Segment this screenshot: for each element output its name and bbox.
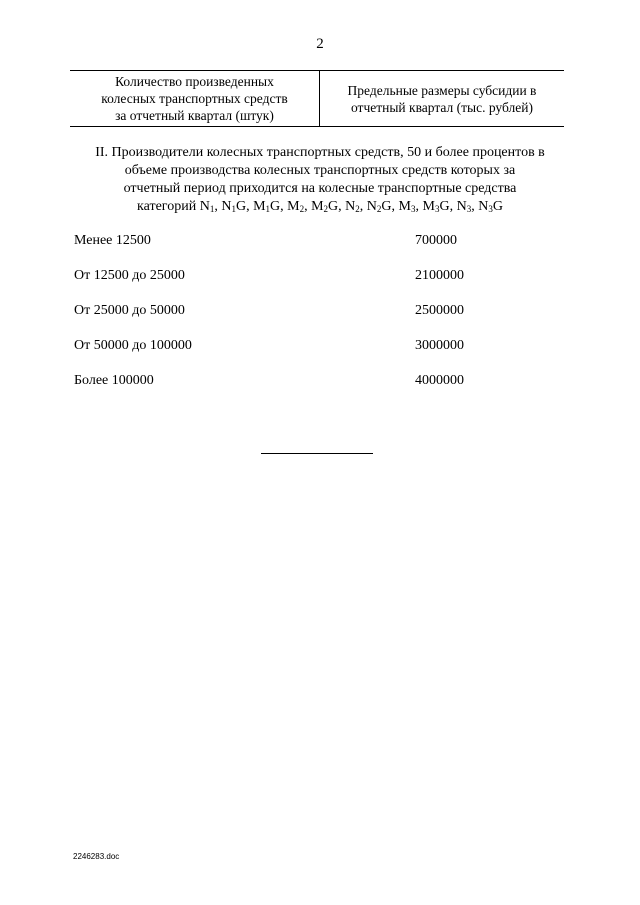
- closing-divider: [261, 453, 373, 454]
- row-amount: 3000000: [415, 338, 464, 353]
- row-amount: 4000000: [415, 373, 464, 388]
- category-subscript: 3: [411, 204, 416, 214]
- categories-list: $N_1$, $N_1G$, $M_1G$, $M_2$, $M_2G$, $N_2$, $N_2G$, $M_3$, $M_3G$, $N_3$, $N_3G$: [199, 199, 503, 214]
- table-header: [70, 70, 564, 127]
- category-base: N: [221, 199, 232, 214]
- row-quantity: От 50000 до 100000: [74, 338, 192, 353]
- category-subscript: 3: [434, 204, 440, 214]
- category-code: [345, 199, 360, 214]
- table-row: [74, 268, 494, 288]
- category-code: [399, 199, 416, 214]
- row-quantity: Менее 12500: [74, 233, 151, 248]
- category-base: N: [456, 199, 467, 214]
- section-title-line: II. Производители колесных транспортных средств, 50 и более процентов в: [95, 145, 545, 160]
- category-subscript: 1: [231, 204, 236, 214]
- category-suffix: G: [270, 199, 281, 214]
- category-base: M: [253, 199, 266, 214]
- category-code: [423, 199, 450, 214]
- category-base: M: [398, 199, 411, 214]
- row-quantity: От 25000 до 50000: [74, 303, 185, 318]
- category-subscript: 2: [355, 204, 360, 214]
- category-subscript: 2: [323, 204, 329, 214]
- header-subsidy: [320, 71, 564, 126]
- category-base: M: [422, 199, 435, 214]
- table-row: [74, 233, 494, 253]
- row-amount: 2500000: [415, 303, 464, 318]
- category-base: N: [345, 199, 356, 214]
- categories-line: [60, 198, 580, 216]
- row-quantity: Более 100000: [74, 373, 154, 388]
- row-amount: 2100000: [415, 268, 464, 283]
- category-suffix: G: [328, 199, 339, 214]
- footer-filename: 2246283.doc: [73, 852, 120, 861]
- header-quantity-line: Количество произведенных: [115, 74, 274, 89]
- category-code: [478, 199, 503, 214]
- category-code: [287, 199, 304, 214]
- section-title-line: отчетный период приходится на колесные транспортные средства: [123, 181, 517, 196]
- category-base: M: [287, 199, 300, 214]
- section-title-line: объеме производства колесных транспортных средств которых за: [124, 163, 516, 178]
- category-suffix: G: [492, 199, 503, 214]
- table-row: [74, 373, 494, 393]
- header-subsidy-line: Предельные размеры субсидии в: [347, 82, 537, 98]
- category-base: N: [478, 199, 489, 214]
- header-subsidy-line: отчетный квартал (тыс. рублей): [350, 99, 533, 115]
- category-subscript: 2: [376, 204, 382, 214]
- table-row: [74, 338, 494, 358]
- category-suffix: G: [439, 199, 450, 214]
- category-suffix: G: [381, 199, 392, 214]
- category-base: N: [366, 199, 377, 214]
- category-code: [457, 199, 472, 214]
- category-subscript: 1: [209, 204, 215, 214]
- page-number: 2: [316, 36, 324, 52]
- header-quantity: [70, 71, 320, 126]
- section-title: [60, 144, 580, 216]
- categories-prefix: категорий: [137, 199, 197, 214]
- category-code: [311, 199, 338, 214]
- category-base: N: [199, 199, 210, 214]
- header-quantity-line: колесных транспортных средств: [101, 91, 288, 106]
- category-code: [253, 199, 280, 214]
- category-suffix: G: [235, 199, 247, 214]
- category-subscript: 1: [265, 204, 271, 214]
- category-code: [221, 199, 246, 214]
- category-code: [367, 199, 392, 214]
- category-code: [200, 199, 215, 214]
- category-base: M: [311, 199, 324, 214]
- category-subscript: 3: [466, 204, 472, 214]
- row-quantity: От 12500 до 25000: [74, 268, 185, 283]
- row-amount: 700000: [415, 233, 457, 248]
- category-subscript: 2: [299, 204, 305, 214]
- table-row: [74, 303, 494, 323]
- header-quantity-line: за отчетный квартал (штук): [115, 108, 274, 123]
- category-subscript: 3: [488, 204, 493, 214]
